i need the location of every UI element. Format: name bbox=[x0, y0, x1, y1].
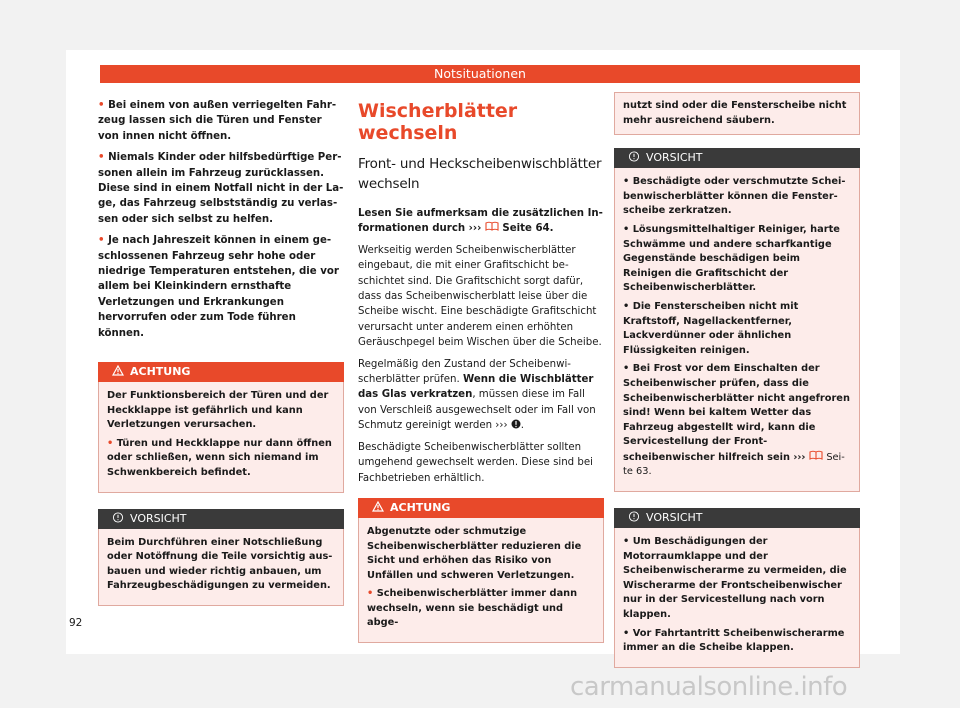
caution-header bbox=[614, 148, 860, 168]
body-paragraph: Regelmäßig den Zustand der Scheibenwischerblätter prüfen. Wenn die Wischblätter das Glas verkratzen, müssen diese im Fall von Verschleiß ausgewechselt oder im Fall von Schmutz gereinigt werden ››› . bbox=[358, 358, 596, 432]
caution-label: VORSICHT bbox=[646, 511, 703, 525]
warning-body bbox=[98, 382, 344, 493]
info-circle-icon bbox=[628, 151, 640, 162]
caution-box bbox=[98, 509, 344, 606]
warning-text: nutzt sind oder die Fensterscheibe nicht mehr ausreichend säubern. bbox=[623, 100, 847, 126]
book-icon bbox=[809, 450, 823, 461]
column-1 bbox=[98, 100, 344, 606]
warning-triangle-icon bbox=[372, 501, 384, 512]
warning-triangle-icon bbox=[112, 365, 124, 376]
caution-bullet: • Beschädigte oder verschmutzte Scheibenwischerblätter können die Fensterscheibe zerkratzen. bbox=[623, 175, 851, 219]
caution-body bbox=[614, 168, 860, 492]
info-circle-icon bbox=[112, 512, 124, 523]
caution-text: Beim Durchführen einer Notschließung oder Notöffnung die Teile vorsichtig ausbauen und wieder richtig anbauen, um Fahrzeugbeschädigungen zu vermeiden. bbox=[107, 536, 333, 592]
intro-text: Lesen Sie aufmerksam die zusätzlichen Informationen durch ››› Seite 64. bbox=[358, 208, 603, 235]
caution-body bbox=[98, 529, 344, 606]
bullet-text: • Je nach Jahreszeit können in einem geschlossenen Fahrzeug sehr hohe oder niedrige Temperaturen entstehen, die vor allem bei Kleinkindern ernsthafte Verletzungen und Erkrankungen hervorrufen oder zum Tode führen können. bbox=[98, 233, 344, 341]
column-2 bbox=[358, 100, 604, 643]
caution-bullet: • Bei Frost vor dem Einschalten der Scheibenwischer prüfen, dass die Scheibenwischerblätter nicht angefroren sind! Wenn bei kaltem Wetter das Fahrzeug abgestellt wird, kann die Servicestellung der Frontscheibenwischer hilfreich sein ››› Seite 63. bbox=[623, 362, 851, 480]
caution-bullet: • Lösungsmittelhaltiger Reiniger, harte Schwämme und andere scharfkantige Gegenstände beschädigen beim Reinigen die Grafitschicht der Scheibenwischerblätter. bbox=[623, 223, 851, 296]
caution-bullet: • Um Beschädigungen der Motorraumklappe und der Scheibenwischerarme zu vermeiden, die Wischerarme der Frontscheibenwischer nur in der Servicestellung nach vorn klappen. bbox=[623, 535, 851, 623]
warning-header bbox=[98, 362, 344, 382]
bullet-text: • Niemals Kinder oder hilfsbedürftige Personen allein im Fahrzeug zurücklassen. Diese sind in einem Notfall nicht in der Lage, das Fahrzeug selbstständig zu verlassen oder sich selbst zu helfen. bbox=[98, 150, 344, 227]
page-title: Wischerblätter wechseln bbox=[358, 100, 518, 144]
warning-bullet: • Scheibenwischerblätter immer dann wechseln, wenn sie beschädigt und abge- bbox=[367, 587, 595, 631]
caution-box bbox=[614, 508, 860, 668]
caution-box bbox=[614, 148, 860, 492]
caution-header bbox=[98, 509, 344, 529]
bullet-text: • Bei einem von außen verriegelten Fahrzeug lassen sich die Türen und Fenster von innen nicht öffnen. bbox=[98, 98, 344, 144]
body-paragraph: Beschädigte Scheibenwischerblätter sollten umgehend gewechselt werden. Diese sind bei Fachbetrieben erhältlich. bbox=[358, 441, 593, 484]
warning-label: ACHTUNG bbox=[130, 365, 191, 379]
info-circle-icon bbox=[628, 511, 640, 522]
warning-label: ACHTUNG bbox=[390, 500, 451, 514]
caution-label: VORSICHT bbox=[130, 511, 187, 525]
warning-continuation bbox=[614, 92, 860, 135]
body-paragraph: Werkseitig werden Scheibenwischerblätter eingebaut, die mit einer Grafitschicht beschichtet sind. Die Grafitschicht sorgt dafür, dass das Scheibenwischerblatt leise über die Scheibe wischt. Eine beschädigte Grafitschicht verursacht unter anderem einen erhöhten Geräuschpegel beim Wischen über die Scheibe. bbox=[358, 244, 602, 349]
page-ref-link[interactable]: Seite 64. bbox=[502, 223, 554, 235]
caution-bullet: • Die Fensterscheiben nicht mit Kraftstoff, Nagellackentferner, Lackverdünner oder ähnlichen Flüssigkeiten reinigen. bbox=[623, 300, 851, 358]
caution-label: VORSICHT bbox=[646, 151, 703, 165]
column-3 bbox=[614, 100, 860, 668]
section-header: Notsituationen bbox=[100, 65, 860, 83]
info-dot-icon bbox=[511, 419, 521, 429]
watermark: carmanualsonline.info bbox=[570, 672, 848, 702]
caution-body bbox=[614, 528, 860, 668]
caution-header bbox=[614, 508, 860, 528]
warning-text: Abgenutzte oder schmutzige Scheibenwischerblätter reduzieren die Sicht und erhöhen das Risiko von Unfällen und schweren Verletzungen. bbox=[367, 525, 582, 581]
page-ref-link[interactable]: Seite 63. bbox=[623, 451, 845, 478]
warning-bullet: • Türen und Heckklappe nur dann öffnen oder schließen, wenn sich niemand im Schwenkbereich befindet. bbox=[107, 437, 335, 481]
section-subtitle: Front- und Heckscheibenwischblätter wechseln bbox=[358, 156, 602, 192]
page-number: 92 bbox=[69, 617, 83, 629]
book-icon bbox=[485, 221, 499, 232]
warning-body bbox=[358, 518, 604, 643]
warning-box bbox=[358, 498, 604, 643]
warning-header bbox=[358, 498, 604, 518]
warning-text: Der Funktionsbereich der Türen und der Heckklappe ist gefährlich und kann Verletzungen verursachen. bbox=[107, 390, 329, 431]
warning-box bbox=[98, 362, 344, 493]
caution-bullet: • Vor Fahrtantritt Scheibenwischerarme immer an die Scheibe klappen. bbox=[623, 627, 851, 656]
